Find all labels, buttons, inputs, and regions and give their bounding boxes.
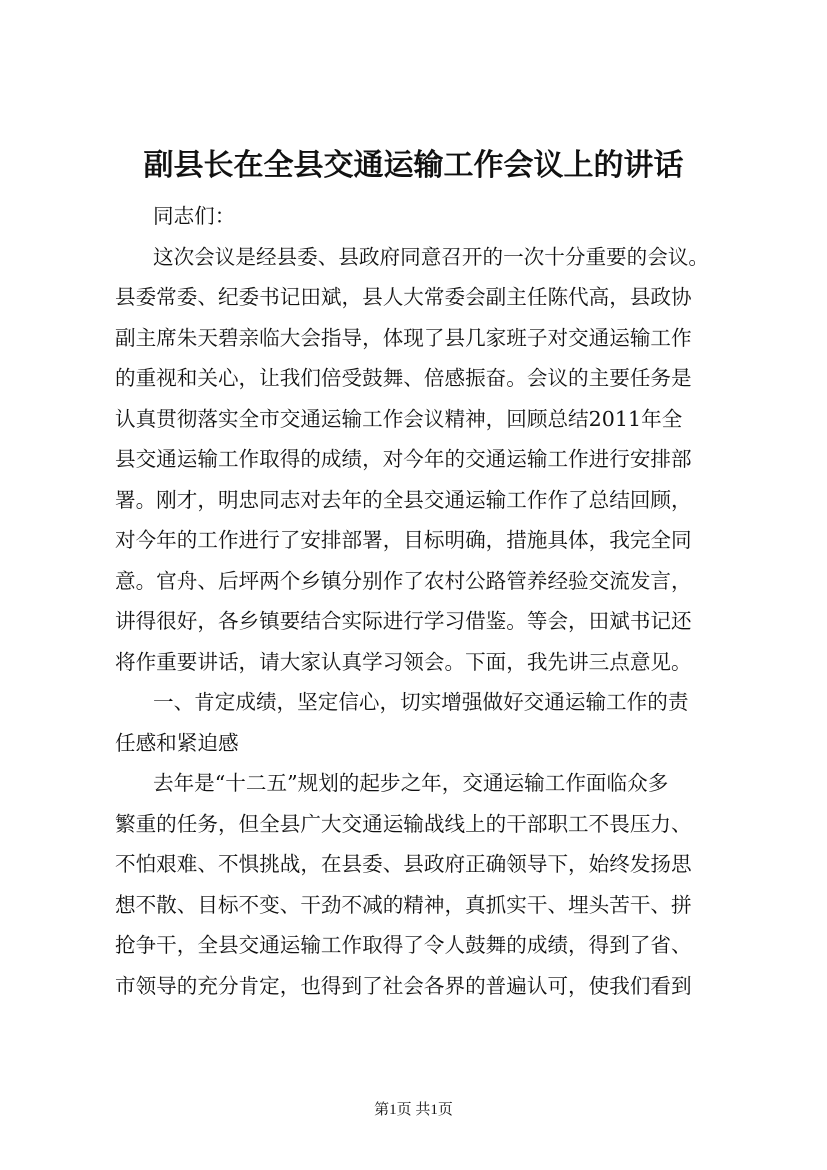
paragraph-line: 抢争干，全县交通运输工作取得了令人鼓舞的成绩，得到了省、 bbox=[115, 933, 692, 957]
paragraph-line: 将作重要讲话，请大家认真学习领会。下面，我先讲三点意见。 bbox=[115, 649, 692, 674]
paragraph-line: 繁重的任务，但全县广大交通运输战线上的干部职工不畏压力、 bbox=[115, 811, 692, 836]
paragraph-line: 想不散、目标不变、干劲不减的精神，真抓实干、埋头苦干、拼 bbox=[115, 892, 692, 917]
paragraph-line: 副主席朱天碧亲临大会指导，体现了县几家班子对交通运输工作 bbox=[115, 325, 692, 350]
paragraph-line: 去年是“十二五”规划的起步之年，交通运输工作面临众多 bbox=[153, 771, 669, 795]
paragraph-line: 讲得很好，各乡镇要结合实际进行学习借鉴。等会，田斌书记还 bbox=[115, 609, 692, 633]
document-body bbox=[115, 196, 735, 1006]
paragraph-line: 市领导的充分肯定，也得到了社会各界的普遍认可，使我们看到 bbox=[115, 973, 692, 998]
paragraph-line: 这次会议是经县委、县政府同意召开的一次十分重要的会议。 bbox=[153, 244, 710, 269]
paragraph-line: 署。刚才，明忠同志对去年的全县交通运输工作作了总结回顾， bbox=[115, 487, 692, 512]
section-heading-line: 一、肯定成绩，坚定信心，切实增强做好交通运输工作的责 bbox=[153, 690, 689, 714]
paragraph-line: 县委常委、纪委书记田斌，县人大常委会副主任陈代高，县政协 bbox=[115, 285, 692, 309]
paragraph-line: 的重视和关心，让我们倍受鼓舞、倍感振奋。会议的主要任务是 bbox=[115, 366, 692, 390]
salutation-line: 同志们： bbox=[153, 204, 236, 228]
paragraph-line: 认真贯彻落实全市交通运输工作会议精神，回顾总结2011年全 bbox=[115, 406, 683, 431]
document-title: 副县长在全县交通运输工作会议上的讲话 bbox=[143, 148, 684, 183]
paragraph-line: 意。官舟、后坪两个乡镇分别作了农村公路管养经验交流发言， bbox=[115, 568, 692, 593]
paragraph-line: 对今年的工作进行了安排部署，目标明确，措施具体，我完全同 bbox=[115, 528, 692, 552]
section-heading-line: 任感和紧迫感 bbox=[115, 730, 239, 755]
paragraph-line: 不怕艰难、不惧挑战，在县委、县政府正确领导下，始终发扬思 bbox=[115, 852, 692, 876]
page-footer: 第1页 共1页 bbox=[374, 1102, 453, 1118]
paragraph-line: 县交通运输工作取得的成绩，对今年的交通运输工作进行安排部 bbox=[115, 447, 692, 471]
